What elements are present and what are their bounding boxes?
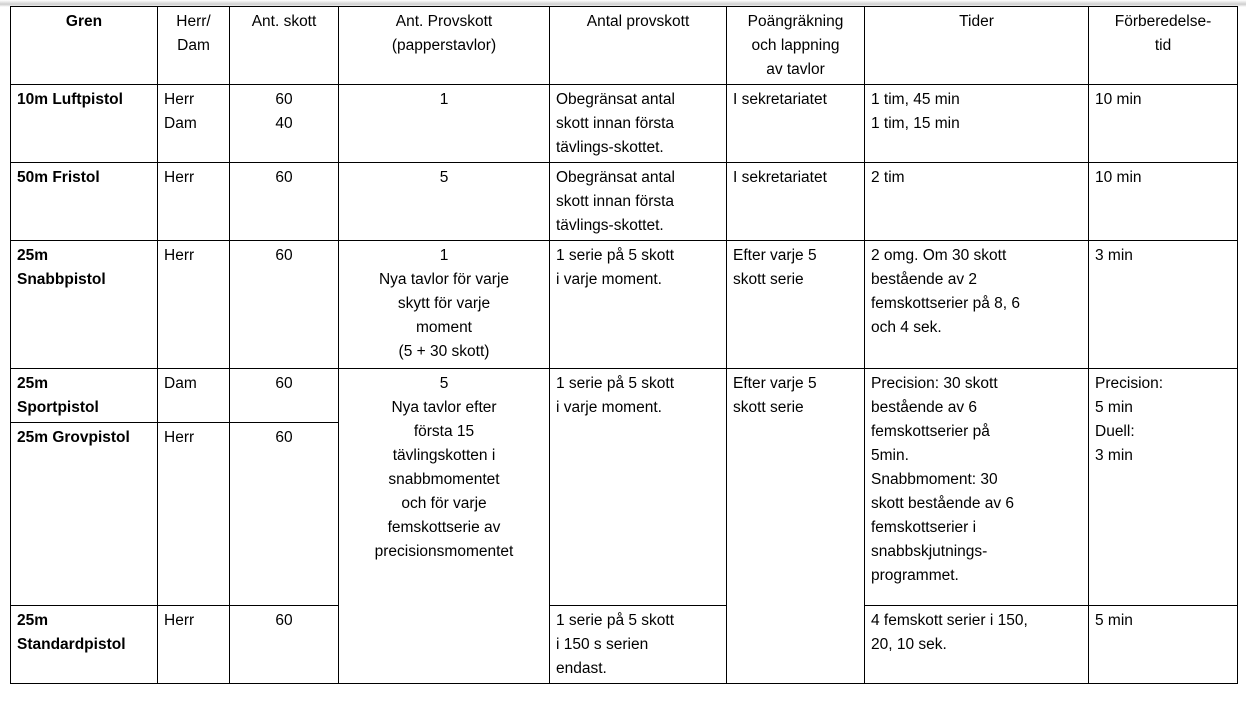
header-forberedelsetid: Förberedelse- tid: [1089, 7, 1238, 85]
cell-poangrakning-shared: Efter varje 5 skott serie: [727, 369, 865, 684]
cell-poangrakning: Efter varje 5 skott serie: [727, 241, 865, 369]
cell-herr-dam: Herr: [158, 423, 230, 606]
header-ant-skott: Ant. skott: [230, 7, 339, 85]
header-poangrakning: Poängräkning och lappning av tavlor: [727, 7, 865, 85]
table-row-snabbpistol: [11, 241, 1238, 369]
cell-tider: 4 femskott serier i 150, 20, 10 sek.: [865, 606, 1089, 684]
cell-herr-dam: Dam: [158, 369, 230, 423]
table-row-standardpistol: [11, 606, 1238, 684]
cell-antal-provskott: Obegränsat antal skott innan första tävlings-skottet.: [550, 163, 727, 241]
cell-tider: 2 omg. Om 30 skott bestående av 2 femskottserier på 8, 6 och 4 sek.: [865, 241, 1089, 369]
cell-gren: 25m Grovpistol: [11, 423, 158, 606]
cell-forberedelsetid: 5 min: [1089, 606, 1238, 684]
cell-ant-provskott: 5: [339, 163, 550, 241]
table-row-sportpistol: [11, 369, 1238, 423]
cell-herr-dam: Herr: [158, 241, 230, 369]
cell-poangrakning: I sekretariatet: [727, 85, 865, 163]
cell-gren: 10m Luftpistol: [11, 85, 158, 163]
cell-ant-skott: 60: [230, 241, 339, 369]
cell-ant-skott: 60: [230, 163, 339, 241]
cell-gren: 25m Snabbpistol: [11, 241, 158, 369]
table-row-fristol: [11, 163, 1238, 241]
header-ant-provskott-papper: Ant. Provskott (papperstavlor): [339, 7, 550, 85]
cell-forberedelsetid: 10 min: [1089, 163, 1238, 241]
cell-forberedelsetid: 3 min: [1089, 241, 1238, 369]
cell-antal-provskott: 1 serie på 5 skott i varje moment.: [550, 241, 727, 369]
header-herr-dam: Herr/ Dam: [158, 7, 230, 85]
cell-herr-dam: Herr: [158, 163, 230, 241]
cell-ant-skott: 60: [230, 423, 339, 606]
header-tider: Tider: [865, 7, 1089, 85]
cell-antal-provskott: Obegränsat antal skott innan första tävlings-skottet.: [550, 85, 727, 163]
cell-herr-dam: Herr Dam: [158, 85, 230, 163]
header-antal-provskott: Antal provskott: [550, 7, 727, 85]
cell-antal-provskott-shared: 1 serie på 5 skott i varje moment.: [550, 369, 727, 606]
cell-gren: 50m Fristol: [11, 163, 158, 241]
cell-poangrakning: I sekretariatet: [727, 163, 865, 241]
cell-ant-skott: 60: [230, 369, 339, 423]
cell-forberedelsetid-shared: Precision: 5 min Duell: 3 min: [1089, 369, 1238, 606]
cell-ant-skott: 60 40: [230, 85, 339, 163]
table-row-luftpistol: [11, 85, 1238, 163]
cell-antal-provskott: 1 serie på 5 skott i 150 s serien endast.: [550, 606, 727, 684]
cell-gren: 25m Sportpistol: [11, 369, 158, 423]
cell-herr-dam: Herr: [158, 606, 230, 684]
cell-ant-provskott: 1: [339, 85, 550, 163]
cell-tider: 2 tim: [865, 163, 1089, 241]
header-row: [11, 7, 1238, 85]
cell-tider-shared: Precision: 30 skott bestående av 6 femskottserier på 5min. Snabbmoment: 30 skott bestående av 6 femskottserier i snabbskjutnings- programmet.: [865, 369, 1089, 606]
cell-forberedelsetid: 10 min: [1089, 85, 1238, 163]
competition-table: [10, 6, 1238, 684]
cell-ant-provskott: 1 Nya tavlor för varje skytt för varje moment (5 + 30 skott): [339, 241, 550, 369]
header-gren: Gren: [11, 7, 158, 85]
cell-gren: 25m Standardpistol: [11, 606, 158, 684]
cell-ant-provskott-shared: 5 Nya tavlor efter första 15 tävlingskotten i snabbmomentet och för varje femskottserie av precisionsmomentet: [339, 369, 550, 684]
cell-ant-skott: 60: [230, 606, 339, 684]
cell-tider: 1 tim, 45 min 1 tim, 15 min: [865, 85, 1089, 163]
